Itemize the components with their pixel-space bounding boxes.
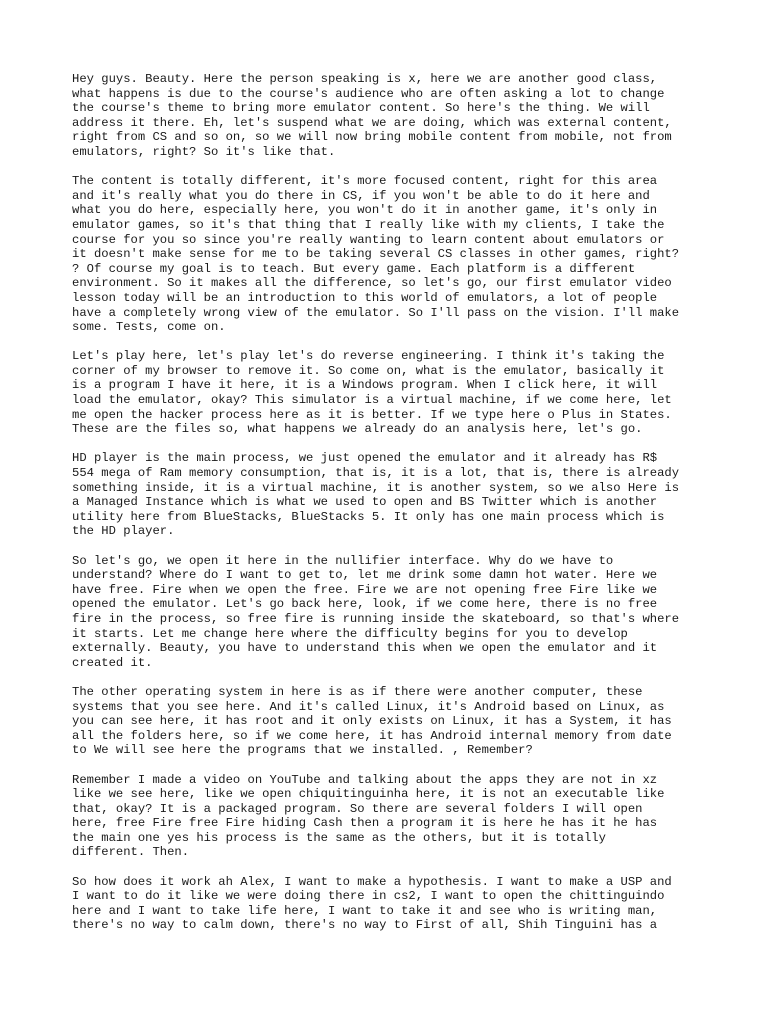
paragraph-8: So how does it work ah Alex, I want to make a hypothesis. I want to make a USP and I want to do it like we were doing there in cs2, I want to open the chittinguindo here and I want to take life here, I want to take it and see who is writing man, there's no way to calm down, there's no way to First of all, Shih Tinguini has a <box>72 874 672 933</box>
paragraph-1: Hey guys. Beauty. Here the person speaking is x, here we are another good class, what happens is due to the course's audience who are often asking a lot to change the course's theme to bring more emulator content. So here's the thing. We will address it there. Eh, let's suspend what we are doing, which was external content, right from CS and so on, so we will now bring mobile content from mobile, not from emulators, right? So it's like that. <box>72 72 672 159</box>
paragraph-2: The content is totally different, it's more focused content, right for this area and it's really what you do there in CS, if you won't be able to do it here and what you do here, especially here, you won't do it in another game, it's only in emulator games, so it's that thing that I really like with my clients, I take the course for you so since you're really wanting to learn content about emulators or it doesn't make sense for me to be taking several CS classes in other games, right? ? Of course my goal is to teach. But every game. Each platform is a different environment. So it makes all the difference, so let's go, our first emulator video lesson today will be an introduction to this world of emulators, a lot of people have a completely wrong view of the emulator. So I'll pass on the vision. I'll make some. Tests, come on. <box>72 174 680 335</box>
paragraph-6: The other operating system in here is as if there were another computer, these systems that you see here. And it's called Linux, it's Android based on Linux, as you can see here, it has root and it only exists on Linux, it has a System, it has all the folders here, so if we come here, it has Android internal memory from date to We will see here the programs that we installed. , Remember? <box>72 684 672 758</box>
paragraph-5: So let's go, we open it here in the nullifier interface. Why do we have to understand? Where do I want to get to, let me drink some damn hot water. Here we have free. Fire when we open the free. Fire we are not opening free Fire like we opened the emulator. Let's go back here, look, if we come here, there is no free fire in the process, so free fire is running inside the skateboard, so that's where it starts. Let me change here where the difficulty begins for you to develop externally. Beauty, you have to understand this when we open the emulator and it created it. <box>72 553 680 670</box>
paragraph-7: Remember I made a video on YouTube and talking about the apps they are not in xz like we see here, like we open chiquitinguinha here, it is not an executable like that, okay? It is a packaged program. So there are several folders I will open here, free Fire free Fire hiding Cash then a program it is here he has it he has the main one yes his process is the same as the others, but it is totally different. Then. <box>72 772 665 860</box>
document-page <box>72 72 712 948</box>
paragraph-3: Let's play here, let's play let's do reverse engineering. I think it's taking the corner of my browser to remove it. So come on, what is the emulator, basically it is a program I have it here, it is a Windows program. When I click here, it will load the emulator, okay? This simulator is a virtual machine, if we come here, let me open the hacker process here as it is better. If we type here o Plus in States. These are the files so, what happens we already do an analysis here, let's go. <box>72 349 672 437</box>
paragraph-4: HD player is the main process, we just opened the emulator and it already has R$ 554 mega of Ram memory consumption, that is, it is a lot, that is, there is already something inside, it is a virtual machine, it is another system, so we also Here is a Managed Instance which is what we used to open and BS Twitter which is another utility here from BlueStacks, BlueStacks 5. It only has one main process which is the HD player. <box>72 451 680 539</box>
